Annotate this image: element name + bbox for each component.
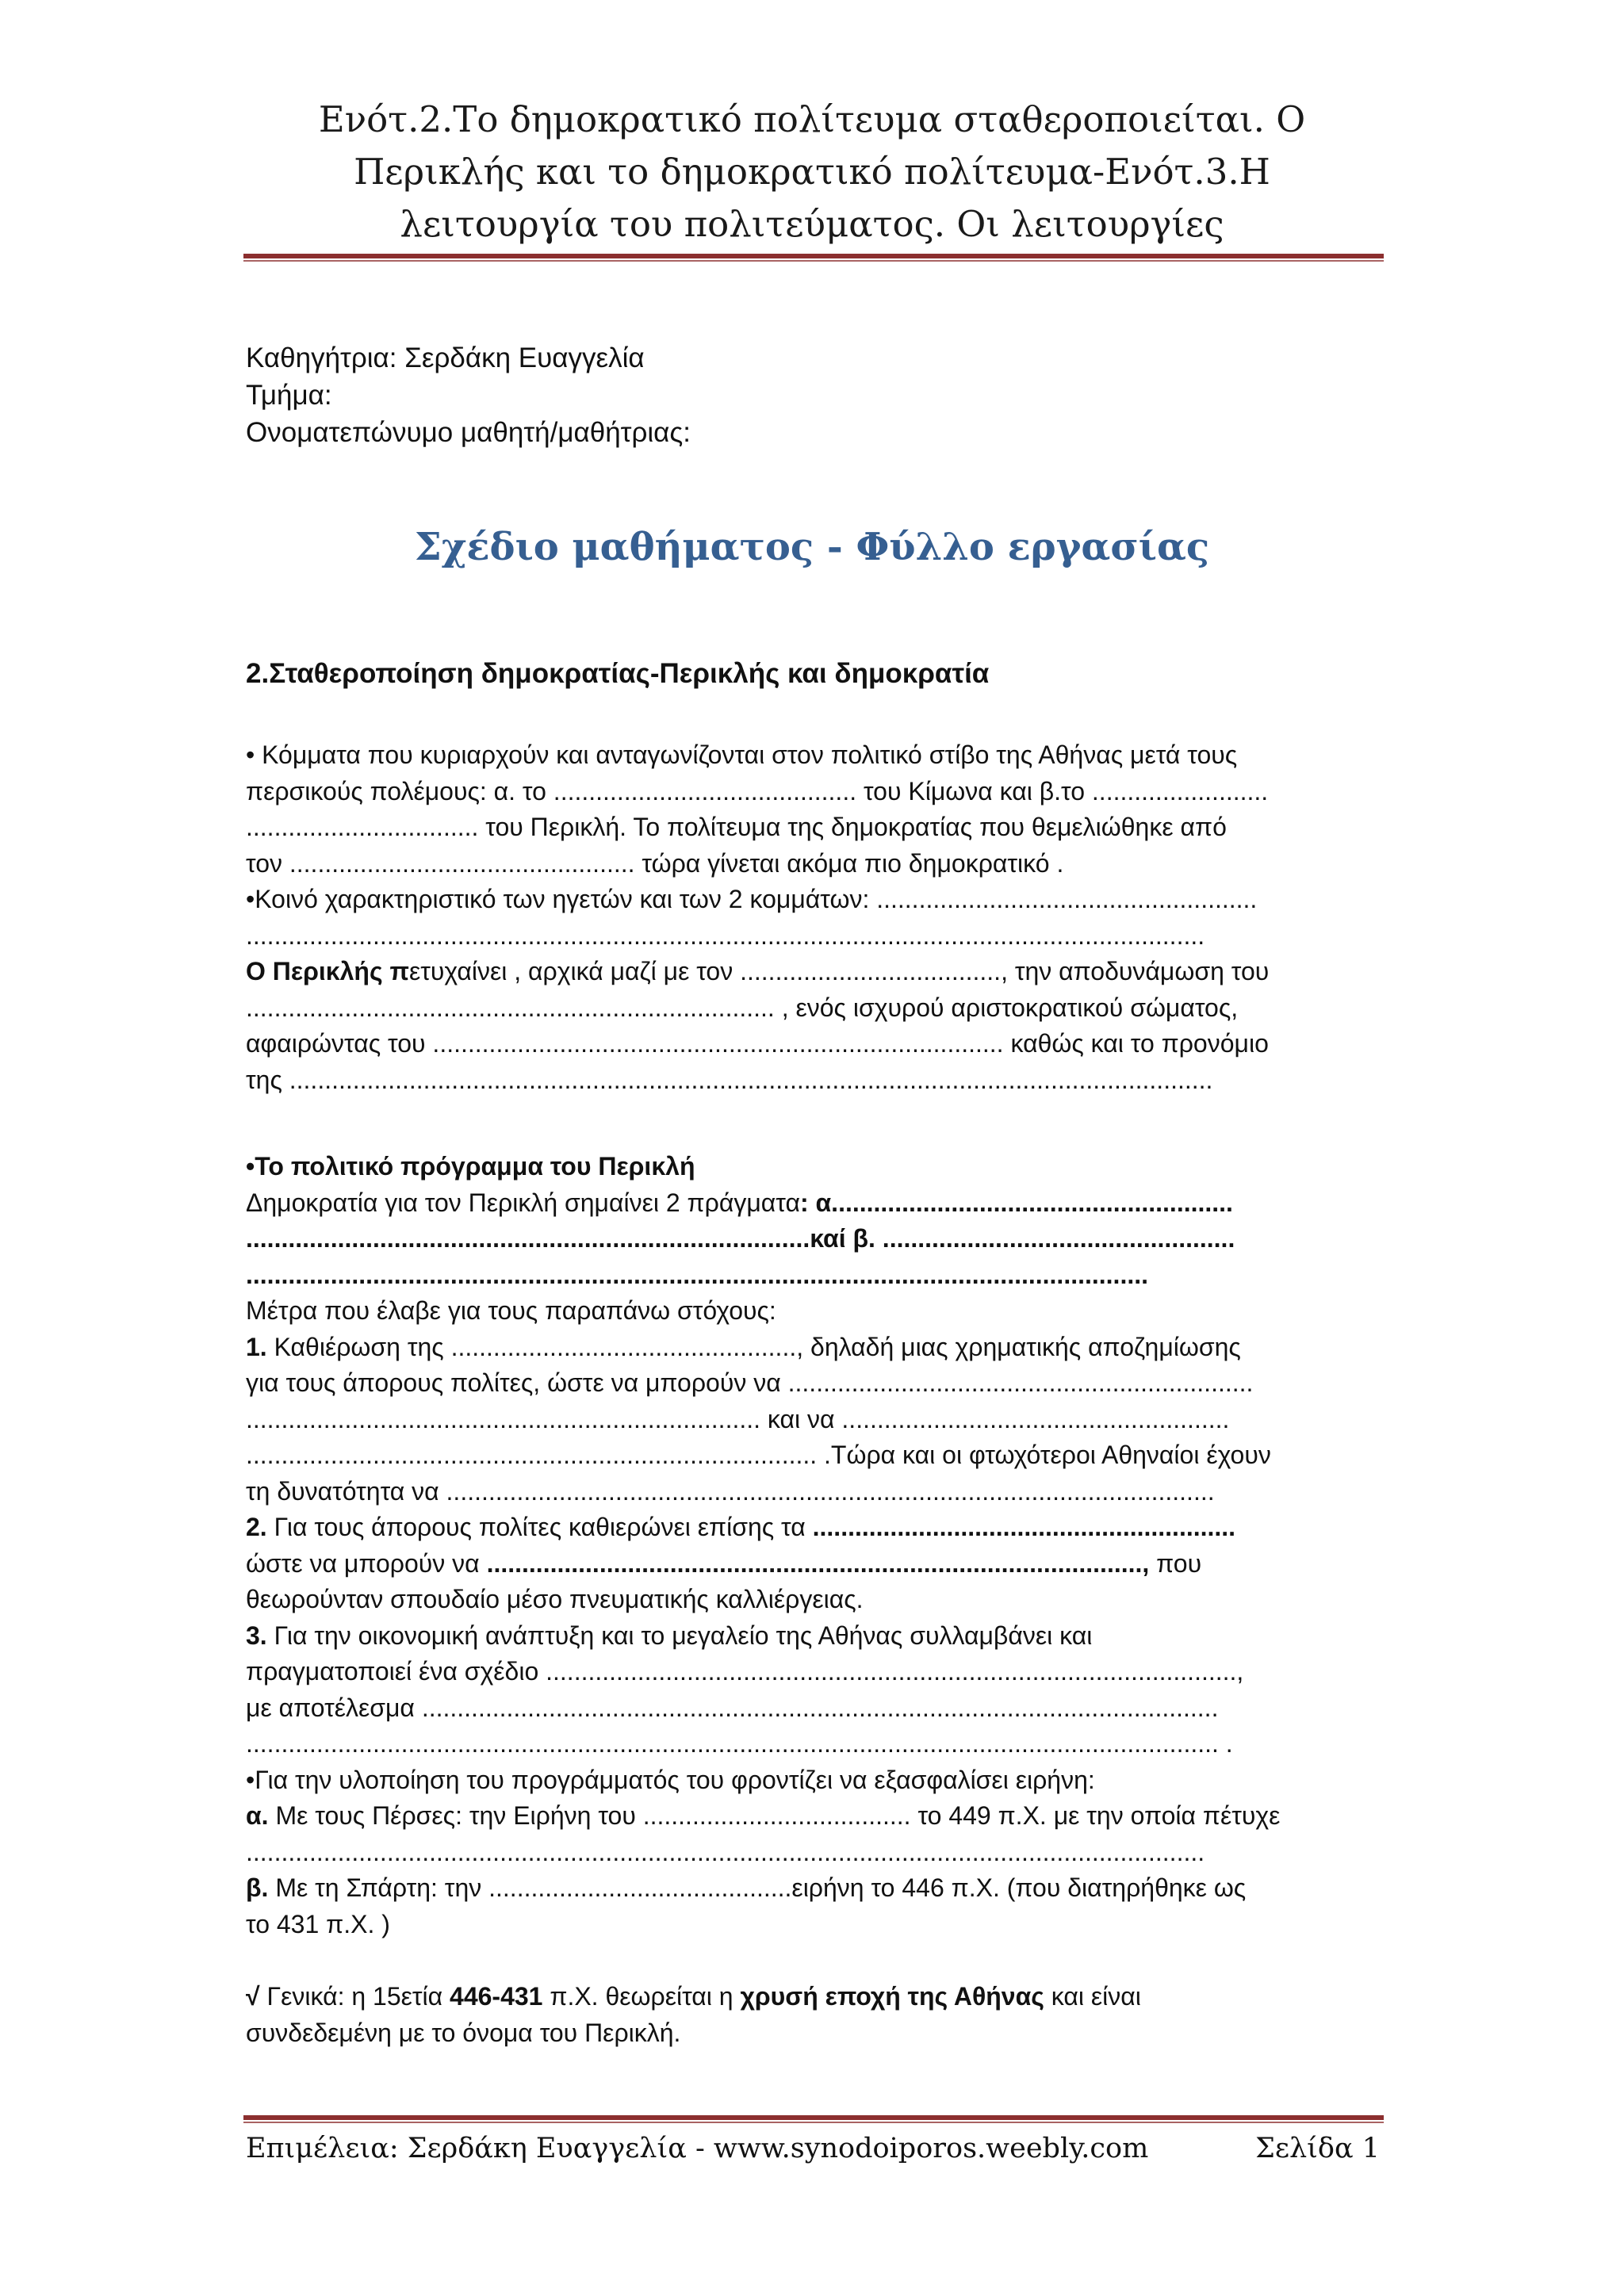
body-text-span: π.Χ. θεωρείται η bbox=[542, 1982, 741, 2011]
body-line bbox=[246, 1546, 1378, 1582]
section-heading: 2.Σταθεροποίηση δημοκρατίας-Περικλής και δημοκρατία bbox=[246, 658, 990, 689]
worksheet-meta bbox=[246, 339, 691, 451]
item-letter: α. bbox=[246, 1801, 269, 1830]
student-name-label: Ονοματεπώνυμο μαθητή/μαθήτριας: bbox=[246, 417, 691, 448]
body-line: περσικούς πολέμους: α. το ........................................... του Κίμωνα και β.το ......................... bbox=[246, 776, 1269, 806]
body-line: για τους άπορους πολίτες, ώστε να μπορούν να .................................................................. bbox=[246, 1368, 1254, 1397]
body-line: με αποτέλεσμα ................................................................................................................. bbox=[246, 1693, 1219, 1722]
body-text-span: Καθιέρωση της ................................................., δηλαδή μιας χρηματικής αποζημίωσης bbox=[266, 1332, 1241, 1361]
body-line: θεωρούνταν σπουδαίο μέσο πνευματικής καλλιέργειας. bbox=[246, 1585, 864, 1613]
footer-credit: Επιμέλεια: Σερδάκη Ευαγγελία - www.synodoiporos.weebly.com bbox=[246, 2133, 1149, 2164]
body-line: ................................................................................. .Τώρα και οι φτωχότεροι Αθηναίοι έχουν bbox=[246, 1441, 1271, 1469]
page-number: Σελίδα 1 bbox=[1255, 2133, 1380, 2164]
body-text-span: Για τους άπορους πολίτες καθιερώνει επίσης τα bbox=[266, 1513, 813, 1541]
header-title-line-3: λειτουργία του πολιτεύματος. Οι λειτουργίες bbox=[400, 203, 1224, 245]
body-line: •Για την υλοποίηση του προγράμματός του φροντίζει να εξασφαλίσει ειρήνη: bbox=[246, 1765, 1095, 1794]
body-text-span: Με τους Πέρσες: την Ειρήνη του ...................................... το 449 π.Χ. με την οποία πέτυχε bbox=[268, 1801, 1281, 1830]
body-line bbox=[246, 1185, 1378, 1222]
body-line bbox=[246, 1979, 1378, 2015]
body-line: ........................................................................................................................................ bbox=[246, 1837, 1205, 1866]
body-text-span: που bbox=[1149, 1548, 1202, 1578]
teacher-label: Καθηγήτρια: Σερδάκη Ευαγγελία bbox=[246, 342, 645, 373]
check-mark-icon: √ bbox=[246, 1982, 260, 2011]
item-number: 3. bbox=[246, 1621, 267, 1650]
header-divider bbox=[243, 254, 1384, 262]
body-line bbox=[246, 1870, 1378, 1907]
worksheet-title: Σχέδιο μαθήματος - Φύλλο εργασίας bbox=[414, 525, 1210, 569]
body-text-span: Γενικά: η 15ετία bbox=[259, 1982, 450, 2011]
blank-bold: ............................................................................................., bbox=[486, 1548, 1150, 1578]
footer-divider bbox=[243, 2115, 1384, 2123]
body-line: τη δυνατότητα να ............................................................................................................. bbox=[246, 1476, 1215, 1506]
body-line: ................................................................................καί β. .................................................. bbox=[246, 1224, 1235, 1253]
class-label: Τμήμα: bbox=[246, 380, 332, 411]
years-bold: 446-431 bbox=[450, 1982, 543, 2011]
body-line bbox=[246, 1330, 1378, 1366]
body-text-span: Με τη Σπάρτη: την ...........................................ειρήνη το 446 π.Χ. (που διατηρήθηκε ως bbox=[268, 1873, 1247, 1902]
body-text-span: Για την οικονομική ανάπτυξη και το μεγαλείο της Αθήνας συλλαμβάνει και bbox=[266, 1621, 1093, 1650]
body-line: ......................................................................... και να ....................................................... bbox=[246, 1404, 1230, 1433]
body-line: ........................................................................................................................................ bbox=[246, 920, 1205, 950]
header-title-line-1: Ενότ.2.Το δημοκρατικό πολίτευμα σταθεροποιείται. Ο bbox=[318, 98, 1306, 140]
body-text-span: Δημοκρατία για τον Περικλή σημαίνει 2 πράγματα bbox=[246, 1188, 800, 1217]
body-line bbox=[246, 1510, 1378, 1546]
body-line: • Κόμματα που κυριαρχούν και ανταγωνίζονται στον πολιτικό στίβο της Αθήνας μετά τους bbox=[246, 740, 1238, 769]
body-line: Μέτρα που έλαβε για τους παραπάνω στόχους: bbox=[246, 1296, 776, 1325]
body-text-span: και είναι bbox=[1044, 1982, 1141, 2011]
blank-bold: : α......................................................... bbox=[799, 1188, 1233, 1217]
item-letter: β. bbox=[246, 1873, 269, 1902]
page-header-title bbox=[238, 94, 1386, 251]
body-line: το 431 π.Χ. ) bbox=[246, 1909, 390, 1938]
pericles-bold: Ο Περικλής π bbox=[246, 957, 409, 985]
item-number: 1. bbox=[246, 1332, 267, 1361]
body-line bbox=[246, 954, 1378, 990]
body-text-span: ώστε να μπορούν να bbox=[246, 1548, 487, 1578]
body-line: συνδεδεμένη με το όνομα του Περικλή. bbox=[246, 2018, 681, 2047]
worksheet-body bbox=[246, 737, 1378, 2051]
body-line: πραγματοποιεί ένα σχέδιο .................................................................................................., bbox=[246, 1657, 1244, 1686]
body-line: αφαιρώντας του ................................................................................. καθώς και το προνόμιο bbox=[246, 1029, 1269, 1058]
blank-bold: ............................................................ bbox=[812, 1513, 1236, 1541]
golden-age-bold: χρυσή εποχή της Αθήνας bbox=[740, 1982, 1044, 2011]
program-heading: •Το πολιτικό πρόγραμμα του Περικλή bbox=[246, 1152, 695, 1181]
body-text-span: ετυχαίνει , αρχικά μαζί με τον ....................................., την αποδυνάμωση του bbox=[408, 957, 1270, 985]
body-line: ........................................................................... , ενός ισχυρού αριστοκρατικού σώματος, bbox=[246, 993, 1239, 1022]
body-line: .......................................................................................................................................... . bbox=[246, 1729, 1233, 1758]
header-title-line-2: Περικλής και το δημοκρατικό πολίτευμα-Ενότ.3.Η bbox=[354, 151, 1270, 193]
body-line: της ................................................................................................................................... bbox=[246, 1065, 1213, 1094]
item-number: 2. bbox=[246, 1513, 267, 1541]
body-line: ................................................................................................................................ bbox=[246, 1260, 1148, 1289]
body-line: ................................. του Περικλή. Το πολίτευμα της δημοκρατίας που θεμελιώθηκε από bbox=[246, 813, 1227, 841]
body-line bbox=[246, 1798, 1378, 1835]
body-line: •Κοινό χαρακτηριστικό των ηγετών και των 2 κομμάτων: ...................................................... bbox=[246, 885, 1258, 913]
body-line bbox=[246, 1618, 1378, 1655]
body-line: τον ................................................. τώρα γίνεται ακόμα πιο δημοκρατικό . bbox=[246, 848, 1064, 878]
